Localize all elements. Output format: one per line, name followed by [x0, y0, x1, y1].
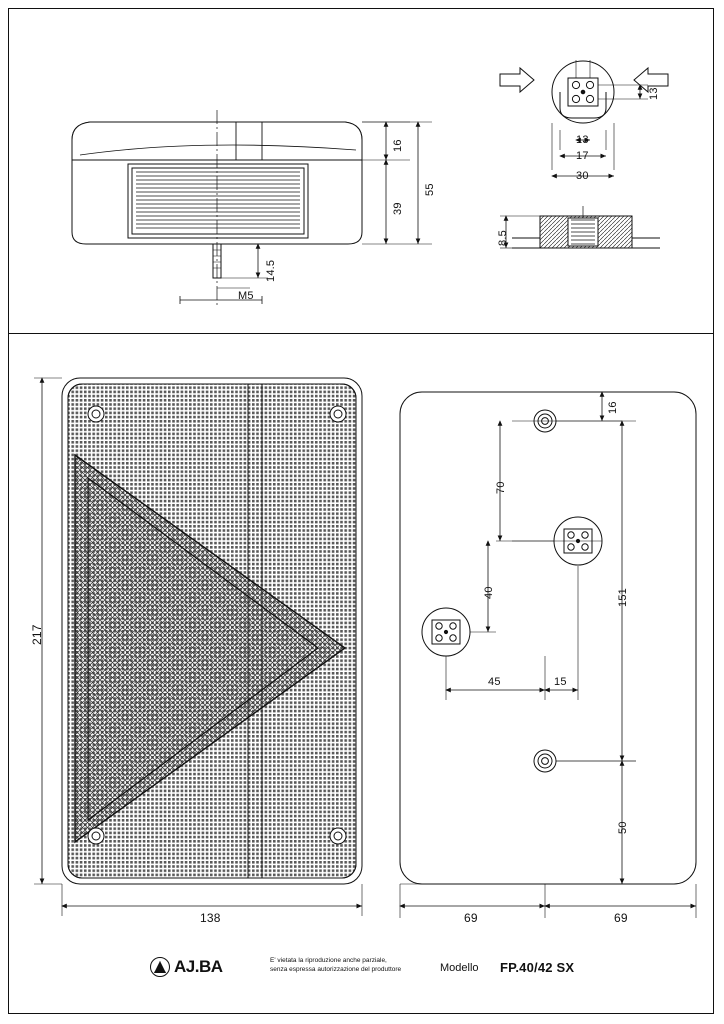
model-label: Modello: [440, 962, 479, 974]
dim-boss-width-17: 17: [576, 150, 589, 162]
dim-front-height-217: 217: [30, 624, 44, 645]
copyright-line-2: senza espressa autorizzazione del produttore: [270, 966, 402, 973]
dim-rear-40: 40: [483, 586, 495, 599]
brand-name: AJ.BA: [174, 957, 223, 976]
dim-stud-14-5: 14.5: [265, 259, 277, 282]
dim-base-width-30: 30: [576, 170, 589, 182]
dim-side-body-39: 39: [392, 202, 404, 215]
dim-pin-pitch-vertical-13: 13: [648, 87, 660, 100]
copyright-note: [270, 956, 430, 974]
dim-rear-45: 45: [488, 676, 501, 688]
dim-thread-m5: M5: [238, 290, 254, 302]
dim-rear-70: 70: [495, 481, 507, 494]
triangle-logo-icon: [150, 957, 170, 977]
dim-rear-15: 15: [554, 676, 567, 688]
dim-rear-50: 50: [617, 821, 629, 834]
dim-rear-151: 151: [617, 588, 629, 607]
dim-rear-half-right-69: 69: [614, 911, 628, 925]
dim-section-height-8-5: 8.5: [497, 230, 509, 246]
dim-front-width-138: 138: [200, 911, 221, 925]
dim-rear-top-offset-16: 16: [607, 401, 619, 414]
dim-pin-pitch-horizontal-13: 13: [576, 134, 589, 146]
model-value: FP.40/42 SX: [500, 960, 575, 975]
dim-side-lens-16: 16: [392, 139, 404, 152]
dim-rear-half-left-69: 69: [464, 911, 478, 925]
copyright-line-1: E' vietata la riproduzione anche parziale,: [270, 957, 387, 964]
dim-side-total-55: 55: [424, 183, 436, 196]
company-logo: [150, 954, 260, 980]
title-block: [150, 948, 600, 988]
